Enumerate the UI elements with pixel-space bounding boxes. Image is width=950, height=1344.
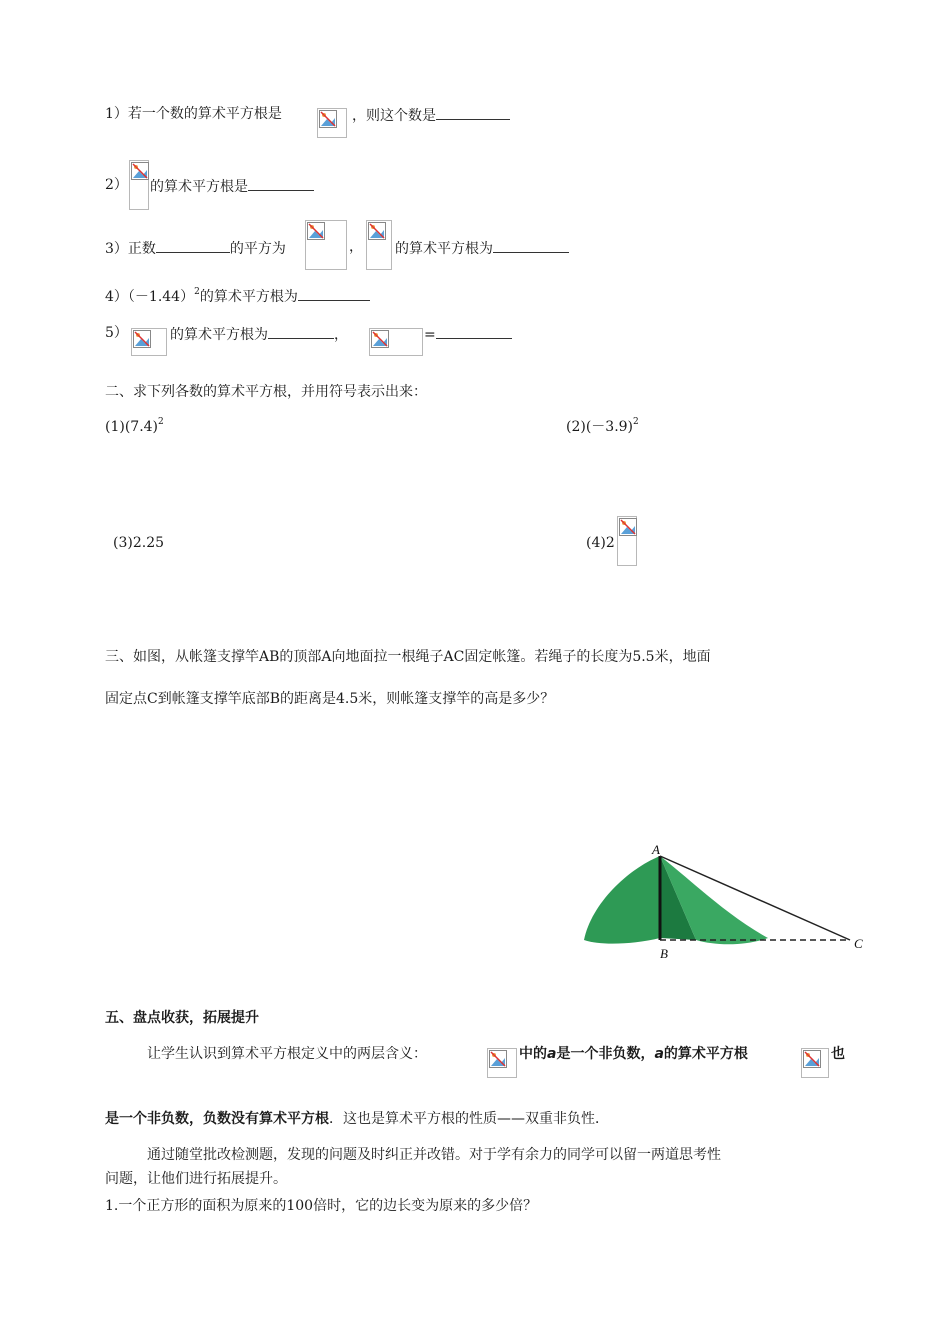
label-c: C — [854, 936, 863, 951]
section-2-item-1: $(1)(7.4)^2$ — [105, 417, 164, 435]
broken-image-icon — [305, 220, 347, 270]
question-2-number: 2） — [105, 177, 128, 193]
question-5-text-a: 的算术平方根为 — [170, 327, 268, 343]
section-3-line-2: 固定点C到帐篷支撑竿底部B的距离是4.5米，则帐篷支撑竿的高是多少？ — [105, 691, 555, 707]
section-5-para-1-end: 也 — [831, 1046, 845, 1062]
variable-a: a — [654, 1046, 664, 1062]
tent-left-flap — [584, 856, 660, 944]
question-1 — [105, 105, 282, 123]
broken-image-icon — [131, 328, 167, 356]
question-2-text-a: 的算术平方根是 — [150, 179, 248, 195]
section-5-para-3-line-1: 通过随堂批改检测题，发现的问题及时纠正并改错。对于学有余力的同学可以留一两道思考性 — [147, 1147, 721, 1163]
broken-image-icon — [317, 108, 347, 138]
question-3-comma — [349, 238, 363, 256]
answer-blank[interactable] — [268, 324, 334, 339]
question-5-tail — [424, 324, 512, 344]
question-3-text-a: 正数 — [127, 241, 156, 257]
label-b: B — [660, 946, 668, 961]
question-4-text-a: 4）（－1.44） — [105, 289, 195, 305]
question-3-text-d: 的算术平方根为 — [395, 241, 493, 257]
section-2-item-3: (3)2.25 — [113, 535, 165, 551]
question-5-number: 5） — [105, 325, 128, 341]
section-2-item-4: (4)2 — [586, 535, 615, 551]
question-1-text-a: 若一个数的算术平方根是 — [127, 106, 282, 122]
section-5-para-1-mid: 中的a是一个非负数，a的算术平方根 — [519, 1046, 748, 1062]
question-2 — [105, 176, 128, 194]
section-5-para-2: 是一个非负数，负数没有算术平方根．这也是算术平方根的性质——双重非负性． — [105, 1111, 609, 1127]
section-5-question-1: 1.一个正方形的面积为原来的100倍时，它的边长变为原来的多少倍？ — [105, 1198, 538, 1214]
question-3-text-b: 的平方为 — [229, 241, 286, 257]
question-5-text-c: = — [424, 327, 436, 343]
label-a: A — [652, 842, 660, 857]
question-4 — [105, 286, 370, 306]
question-1-number: 1） — [105, 106, 128, 122]
question-3-text-c: ， — [349, 239, 363, 255]
broken-image-icon — [366, 220, 392, 270]
variable-a: a — [547, 1046, 557, 1062]
answer-blank[interactable] — [436, 324, 512, 339]
question-5-text-b: ， — [334, 327, 348, 343]
section-2-item-2: $(2)(-3.9)^2$ — [566, 417, 639, 435]
question-4-text-b: 的算术平方根为 — [199, 289, 298, 305]
question-5 — [105, 324, 128, 342]
section-5-heading: 五、盘点收获，拓展提升 — [105, 1010, 259, 1026]
broken-image-icon — [801, 1048, 829, 1078]
question-5-mid — [170, 324, 348, 344]
tent-figure — [556, 820, 900, 964]
section-5-para-1-start: 让学生认识到算术平方根定义中的两层含义： — [147, 1046, 427, 1062]
answer-blank[interactable] — [436, 105, 510, 120]
question-1-text-b: ，则这个数是 — [352, 108, 436, 124]
broken-image-icon — [487, 1048, 517, 1078]
question-3-tail — [395, 238, 569, 258]
answer-blank[interactable] — [248, 176, 314, 191]
section-5-para-3-line-2: 问题，让他们进行拓展提升。 — [105, 1171, 287, 1187]
question-2-tail — [150, 176, 314, 196]
question-4-exponent: 2 — [194, 287, 200, 298]
question-3-number: 3） — [105, 241, 128, 257]
broken-image-icon — [129, 160, 149, 210]
broken-image-icon — [617, 516, 637, 566]
answer-blank[interactable] — [156, 238, 230, 253]
section-3-line-1: 三、如图，从帐篷支撑竿AB的顶部A向地面拉一根绳子AC固定帐篷。若绳子的长度为5.5米，地面 — [105, 649, 711, 665]
question-3 — [105, 238, 286, 258]
broken-image-icon — [369, 328, 423, 356]
answer-blank[interactable] — [493, 238, 569, 253]
section-2-heading: 二、求下列各数的算术平方根，并用符号表示出来： — [105, 384, 427, 400]
question-1-tail — [352, 105, 510, 125]
answer-blank[interactable] — [298, 286, 370, 301]
